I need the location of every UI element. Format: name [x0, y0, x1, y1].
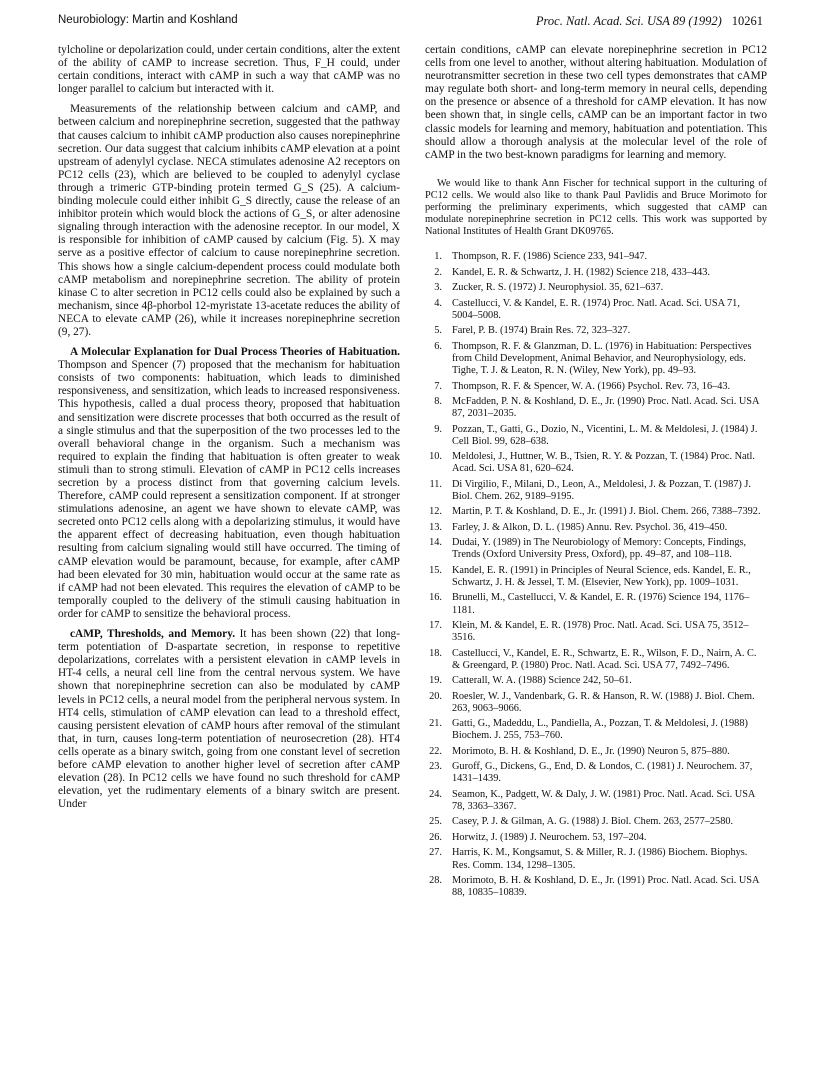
reference-item — [425, 761, 767, 785]
reference-number: 25. — [429, 816, 442, 828]
page-number: 10261 — [731, 14, 763, 28]
reference-number: 8. — [434, 395, 442, 407]
reference-item — [425, 506, 767, 518]
reference-item — [425, 282, 767, 294]
reference-text: Kandel, E. R. (1991) in Principles of Neural Science, eds. Kandel, E. R., Schwartz, J. H. & Jessel, T. M. (Elsevier, New York), pp. 1009–1031. — [452, 564, 751, 588]
reference-item — [425, 451, 767, 475]
reference-number: 26. — [429, 831, 442, 843]
reference-number: 5. — [434, 325, 442, 337]
reference-number: 24. — [429, 788, 442, 800]
paragraph: Measurements of the relationship between calcium and cAMP, and between calcium and norepinephrine secretion, suggested that the pathway that causes calcium to inhibit cAMP production also causes norepinephrine secretion. Our data suggest that calcium inhibits cAMP elevation at a point upstream of adenylyl cyclase. NECA stimulates adenosine A2 receptors on PC12 cells (23), which are believed to be coupled to adenylyl cyclase through a trimeric GTP-binding protein termed G_S (25). A calcium-binding molecule could either inhibit G_S directly, cause the release of an inhibitor protein which would block the actions of G_S, or alter adenosine signaling through interaction with the adenosine receptor. In our model, X is responsible for inhibition of cAMP caused by calcium (Fig. 5). X may serve as a positive effector of calcium to cause norepinephrine secretion. This shows how a single calcium-dependent process could modulate both cAMP metabolism and norepinephrine secretion. The ability of protein kinase C to alter secretion in PC12 cells could also be explained by such a mechanism, since 4β-phorbol 12-myristate 13-acetate reduces the ability of NECA to elevate cAMP (26), while it increases norepinephrine secretion (9, 27). — [58, 103, 400, 338]
section-heading: A Molecular Explanation for Dual Process Theories of Habituation. — [70, 346, 400, 359]
reference-text: Castellucci, V. & Kandel, E. R. (1974) Proc. Natl. Acad. Sci. USA 71, 5004–5008. — [452, 297, 740, 321]
reference-number: 20. — [429, 690, 442, 702]
header-journal-citation — [536, 14, 763, 29]
reference-number: 21. — [429, 718, 442, 730]
reference-item — [425, 718, 767, 742]
reference-item — [425, 746, 767, 758]
paragraph: tylcholine or depolarization could, under certain conditions, alter the extent of the ability of cAMP to increase secretion. Thus, F_H could, under certain conditions, interact with cAMP in such a way that cAMP was no longer parallel to calcium but interacted with it. — [58, 44, 400, 96]
paragraph: certain conditions, cAMP can elevate norepinephrine secretion in PC12 cells from one level to another, without altering habituation. Modulation of neurotransmitter secretion in these two cell types demonstrates that cAMP may regulate both short- and long-term memory in neural cells, depending on the presence or absence of a threshold for cAMP elevation. It has now been shown that, in single cells, cAMP can be an important factor in two classic models for learning and memory, habituation and potentiation. This should allow a thorough analysis at the molecular level of the role of cAMP in the two best-known paradigms for learning and memory. — [425, 44, 767, 161]
reference-item — [425, 565, 767, 589]
reference-text: Horwitz, J. (1989) J. Neurochem. 53, 197–204. — [452, 831, 647, 843]
reference-number: 2. — [434, 266, 442, 278]
reference-text: Brunelli, M., Castellucci, V. & Kandel, E. R. (1976) Science 194, 1176–1181. — [452, 592, 750, 616]
reference-text: Kandel, E. R. & Schwartz, J. H. (1982) Science 218, 433–443. — [452, 266, 710, 278]
reference-number: 14. — [429, 537, 442, 549]
reference-item — [425, 816, 767, 828]
reference-number: 12. — [429, 506, 442, 518]
reference-number: 1. — [434, 251, 442, 263]
paragraph — [58, 346, 400, 621]
journal-name: Proc. Natl. Acad. Sci. USA 89 (1992) — [535, 14, 722, 28]
paragraph-text: Thompson and Spencer (7) proposed that the mechanism for habituation consists of two components: habituation, which leads to diminished responsiveness, and sensitization, which leads to increased responsiveness. This hypothesis, called a dual process theory, proposed that habituation and sensitization were discrete processes that both occurred as the result of a single stimulus and that the superposition of the two processes led to the overall behavioral change in the organism. Such a mechanism was required to explain the finding that habituation is often greater to weak stimuli than to strong stimuli. Elevation of cAMP in PC12 cells increases secretion by a process distinct from that governing calcium levels. Therefore, cAMP could represent a sensitization component. If at stronger stimulations adenosine, an agent we have shown to elevate cAMP, was secreted onto PC12 cells along with a depolarizing stimulus, it would have the apparent effect of decreasing habituation, even though habituation resulting from calcium signaling would still have occurred. The timing of cAMP elevation would be paramount, because, for example, after cAMP had been elevated for 30 min, habituation would occur at the same rate as if cAMP had not been elevated. This requires the elevation of cAMP to be temporally coupled to the delivery of the stimuli causing habituation in order for cAMP to sensitize the behavioral process. — [58, 359, 400, 620]
reference-text: Martin, P. T. & Koshland, D. E., Jr. (1991) J. Biol. Chem. 266, 7388–7392. — [452, 506, 761, 518]
reference-text: Thompson, R. F. & Glanzman, D. L. (1976) in Habituation: Perspectives from Child Development, Animal Behavior, and Neurophysiology, eds. Tighe, T. J. & Leaton, R. N. (Wiley, New York), pp. 49–93. — [452, 340, 752, 377]
reference-text: Farel, P. B. (1974) Brain Res. 72, 323–327. — [452, 325, 631, 337]
reference-item — [425, 675, 767, 687]
reference-item — [425, 325, 767, 337]
reference-item — [425, 875, 767, 899]
reference-number: 13. — [429, 521, 442, 533]
reference-text: Casey, P. J. & Gilman, A. G. (1988) J. Biol. Chem. 263, 2577–2580. — [452, 816, 734, 828]
reference-item — [425, 381, 767, 393]
reference-item — [425, 832, 767, 844]
reference-item — [425, 298, 767, 322]
reference-item — [425, 789, 767, 813]
reference-number: 4. — [434, 297, 442, 309]
reference-text: Klein, M. & Kandel, E. R. (1978) Proc. Natl. Acad. Sci. USA 75, 3512–3516. — [452, 620, 749, 644]
reference-number: 23. — [429, 761, 442, 773]
reference-item — [425, 424, 767, 448]
acknowledgments: We would like to thank Ann Fischer for technical support in the culturing of PC12 cells. We would also like to thank Paul Pavlidis and Bruce Morimoto for performing the preliminary experiments, which suggested that cAMP can modulate norepinephrine secretion in PC12 cells. This work was supported by National Institutes of Health Grant DK09765. — [425, 177, 767, 238]
reference-number: 17. — [429, 620, 442, 631]
reference-item — [425, 267, 767, 279]
reference-item — [425, 251, 767, 263]
reference-item — [425, 396, 767, 420]
reference-text: Catterall, W. A. (1988) Science 242, 50–61. — [452, 675, 632, 687]
reference-number: 18. — [429, 647, 442, 659]
running-header — [58, 14, 763, 34]
reference-item — [425, 691, 767, 715]
reference-text: Gatti, G., Madeddu, L., Pandiella, A., Pozzan, T. & Meldolesi, J. (1988) Biochem. J. 255, 753–760. — [452, 718, 748, 742]
reference-number: 19. — [429, 675, 442, 687]
reference-text: Meldolesi, J., Huttner, W. B., Tsien, R. Y. & Pozzan, T. (1984) Proc. Natl. Acad. Sci. USA 81, 620–624. — [452, 451, 755, 475]
reference-number: 28. — [429, 874, 442, 886]
reference-number: 16. — [429, 592, 442, 604]
paragraph-text: It has been shown (22) that long-term potentiation of D-aspartate secretion, in response to repetitive depolarizations, correlates with a persistent elevation in cAMP levels in HT-4 cells, a neural cell line from the central nervous system. We have shown that norepinephrine secretion can also be modulated by cAMP levels in PC12 cells, a neural model from the peripheral nervous system. In HT4 cells, stimulation of cAMP elevation can lead to a threshold effect, causing persistent elevation of cAMP hours after removal of the stimulant that, in turn, causes long-term potentiation of neurosecretion (28). HT4 cells operate as a binary switch, going from one constant level of secretion before cAMP elevation to another higher level of secretion after cAMP elevation (28). In PC12 cells we have found no such threshold for cAMP elevation, yet the rudimentary elements of a binary switch are present. Under — [58, 628, 400, 811]
reference-text: Castellucci, V., Kandel, E. R., Schwartz, E. R., Wilson, F. D., Nairn, A. C. & Greengard, P. (1980) Proc. Natl. Acad. Sci. USA 77, 7492–7496. — [452, 647, 757, 671]
left-column — [58, 44, 400, 811]
reference-item — [425, 847, 767, 871]
reference-number: 7. — [434, 380, 442, 392]
reference-item — [425, 620, 767, 644]
reference-text: Di Virgilio, F., Milani, D., Leon, A., Meldolesi, J. & Pozzan, T. (1987) J. Biol. Chem. 262, 9189–9195. — [452, 478, 751, 502]
reference-item — [425, 522, 767, 534]
right-column — [425, 44, 767, 903]
reference-text: Morimoto, B. H. & Koshland, D. E., Jr. (1991) Proc. Natl. Acad. Sci. USA 88, 10835–10839. — [452, 874, 759, 899]
reference-item — [425, 341, 767, 377]
reference-number: 15. — [429, 564, 442, 576]
reference-number: 3. — [434, 282, 442, 294]
reference-number: 27. — [429, 847, 442, 859]
section-heading: cAMP, Thresholds, and Memory. — [70, 628, 236, 641]
reference-list — [425, 251, 767, 899]
reference-item — [425, 479, 767, 503]
reference-text: Roesler, W. J., Vandenbark, G. R. & Hanson, R. W. (1988) J. Biol. Chem. 263, 9063–9066. — [452, 690, 755, 714]
reference-number: 11. — [429, 478, 442, 490]
reference-text: Harris, K. M., Kongsamut, S. & Miller, R. J. (1986) Biochem. Biophys. Res. Comm. 134, 1298–1305. — [452, 847, 748, 871]
reference-number: 10. — [429, 451, 442, 463]
reference-item — [425, 592, 767, 616]
paragraph — [58, 628, 400, 811]
reference-text: Seamon, K., Padgett, W. & Daly, J. W. (1981) Proc. Natl. Acad. Sci. USA 78, 3363–3367. — [452, 788, 755, 812]
reference-text: Pozzan, T., Gatti, G., Dozio, N., Vicentini, L. M. & Meldolesi, J. (1984) J. Cell Biol. 99, 628–638. — [452, 423, 758, 447]
reference-text: Thompson, R. F. (1986) Science 233, 941–947. — [452, 251, 648, 263]
reference-text: Thompson, R. F. & Spencer, W. A. (1966) Psychol. Rev. 73, 16–43. — [452, 380, 731, 392]
reference-number: 6. — [434, 340, 442, 352]
reference-item — [425, 537, 767, 561]
reference-text: Morimoto, B. H. & Koshland, D. E., Jr. (1990) Neuron 5, 875–880. — [452, 745, 730, 757]
reference-text: Guroff, G., Dickens, G., End, D. & Londos, C. (1981) J. Neurochem. 37, 1431–1439. — [452, 761, 753, 785]
header-section-authors: Neurobiology: Martin and Koshland — [58, 14, 238, 26]
reference-number: 9. — [434, 423, 442, 435]
reference-item — [425, 648, 767, 672]
reference-text: Zucker, R. S. (1972) J. Neurophysiol. 35, 621–637. — [452, 282, 664, 294]
reference-number: 22. — [429, 745, 442, 757]
reference-text: Farley, J. & Alkon, D. L. (1985) Annu. Rev. Psychol. 36, 419–450. — [452, 521, 728, 533]
reference-text: McFadden, P. N. & Koshland, D. E., Jr. (1990) Proc. Natl. Acad. Sci. USA 87, 2031–2035. — [452, 395, 759, 420]
reference-text: Dudai, Y. (1989) in The Neurobiology of Memory: Concepts, Findings, Trends (Oxford University Press, Oxford), pp. 49–87, and 108–118. — [452, 537, 747, 561]
